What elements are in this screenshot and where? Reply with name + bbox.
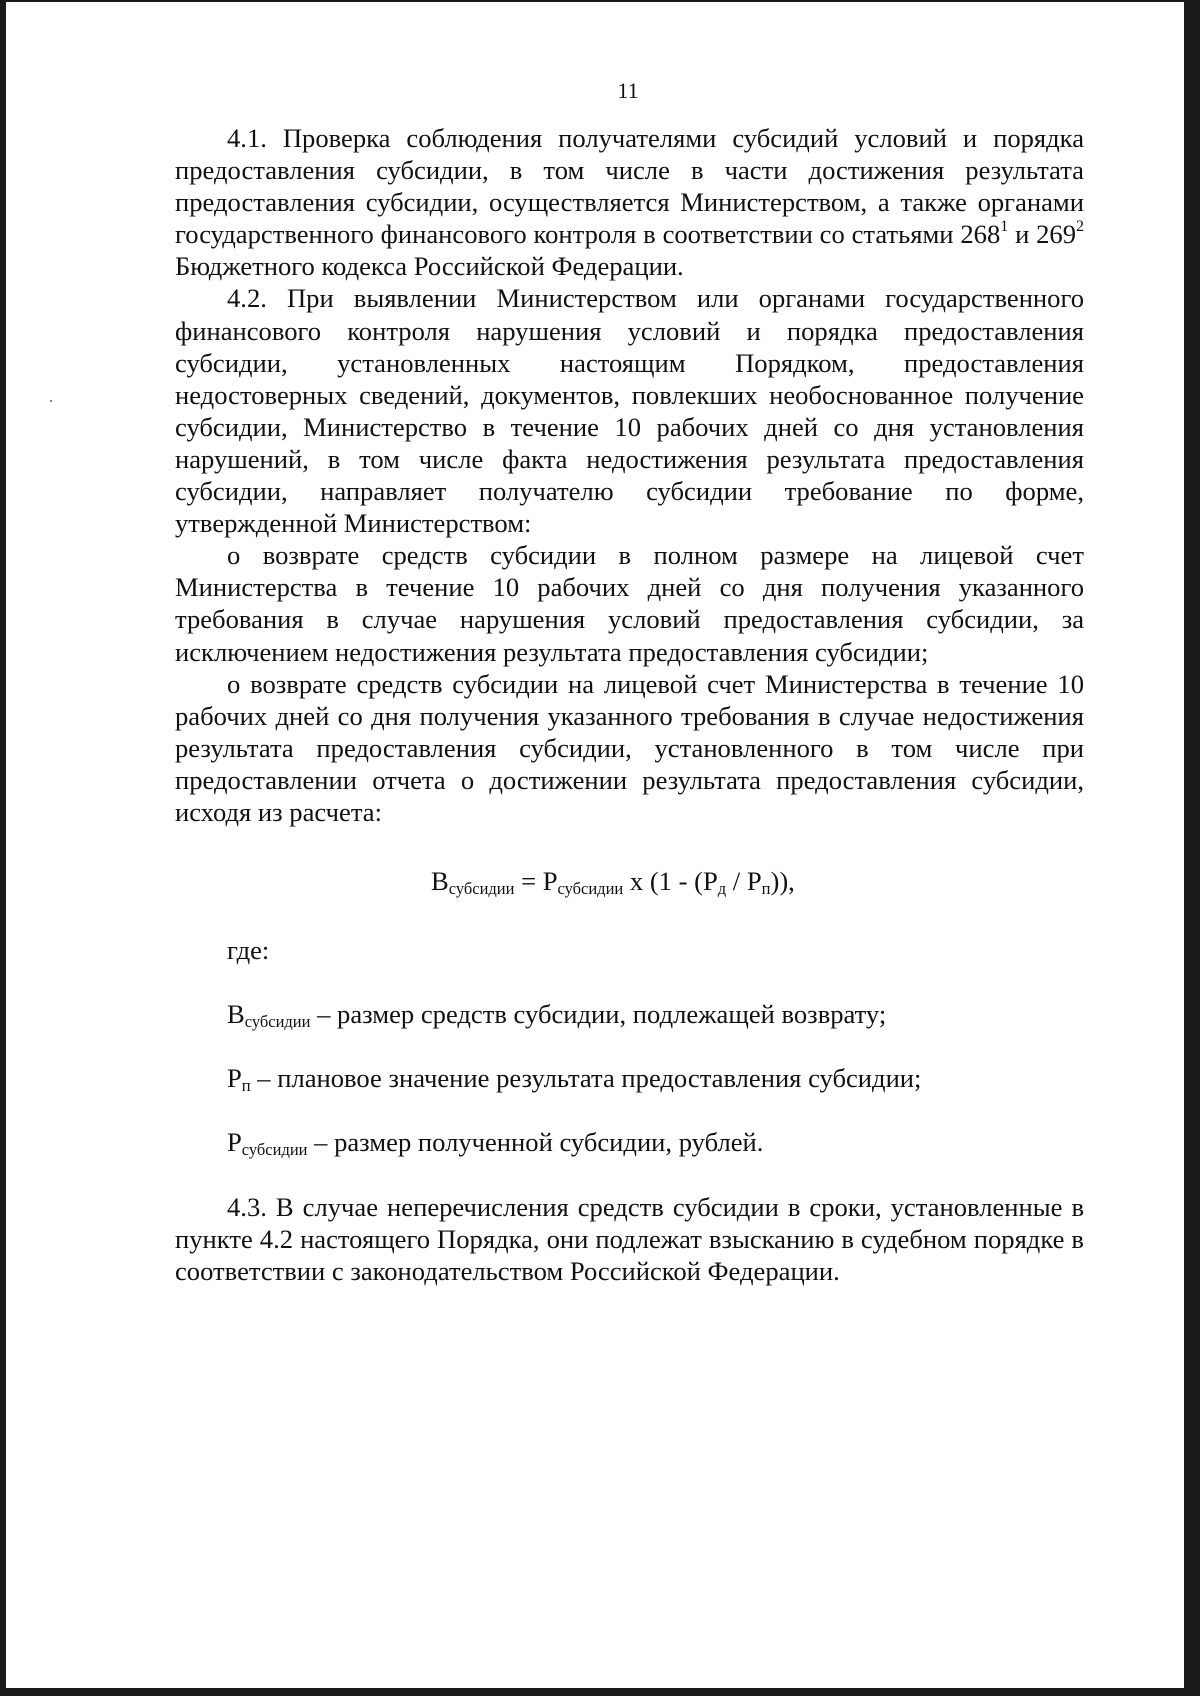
paragraph-4-3: 4.3. В случае неперечисления средств субсидии в сроки, установленные в пункте 4.2 настоящего Порядка, они подлежат взысканию в судебном порядке в соответствии с законодательством Российской Федерации. [175,1191,1084,1286]
where-label: где: [227,935,270,966]
p41-sup-1: 1 [1000,218,1009,236]
document-body [175,122,1084,1287]
definition-v-subsidy: $В_{субсидии}$ – размер средств субсидии, подлежащей возврату; [227,999,887,1032]
p41-text-3: Бюджетного кодекса Российской Федерации. [175,251,684,282]
page-number: 11 [617,78,639,103]
refund-formula: $В_{субсидии} = Р_{субсидии}$ x $(1 - (Р_д / Р_п))$, [431,866,795,899]
p41-sup-2: 2 [1076,218,1085,236]
p41-text-2: и 269 [1008,219,1077,250]
definition-r-planned: $Р_п$ – плановое значение результата предоставления субсидии; [227,1063,922,1096]
scan-edge-bottom [0,1688,1200,1696]
definition-r-subsidy: $Р_{субсидии}$ – размер полученной субсидии, рублей. [227,1127,764,1160]
p41-text-1: 4.1. Проверка соблюдения получателями субсидий условий и порядка предоставления субсидии, в том числе в части достижения результата предоставления субсидии, осуществляется Министерством, а также органами государственного финансового контроля в соответствии со статьями 268 [175,123,1084,250]
paragraph-4-2-item-1: о возврате средств субсидии в полном размере на лицевой счет Министерства в течение 10 рабочих дней со дня получения указанного требования в случае нарушения условий предоставления субсидии, за исключением недостижения результата предоставления субсидии; [175,540,1084,667]
scan-edge-left [0,0,6,1696]
scan-edge-top [0,0,1200,2]
paragraph-4-2-item-2: о возврате средств субсидии на лицевой счет Министерства в течение 10 рабочих дней со дня получения указанного требования в случае недостижения результата предоставления субсидии, установленного в том числе при предоставлении отчета о достижении результата предоставления субсидии, исходя из расчета: [175,668,1084,827]
scan-speck [50,400,52,402]
paragraph-4-2: 4.2. При выявлении Министерством или органами государственного финансового контроля нарушения условий и порядка предоставления субсидии, установленных настоящим Порядком, предоставления недостоверных сведений, документов, повлекших необоснованное получение субсидии, Министерство в течение 10 рабочих дней со дня установления нарушений, в том числе факта недостижения результата предоставления субсидии, направляет получателю субсидии требование по форме, утвержденной Министерством: [175,283,1084,539]
paragraph-4-1 [175,122,1084,282]
scan-edge-right [1184,0,1200,1696]
